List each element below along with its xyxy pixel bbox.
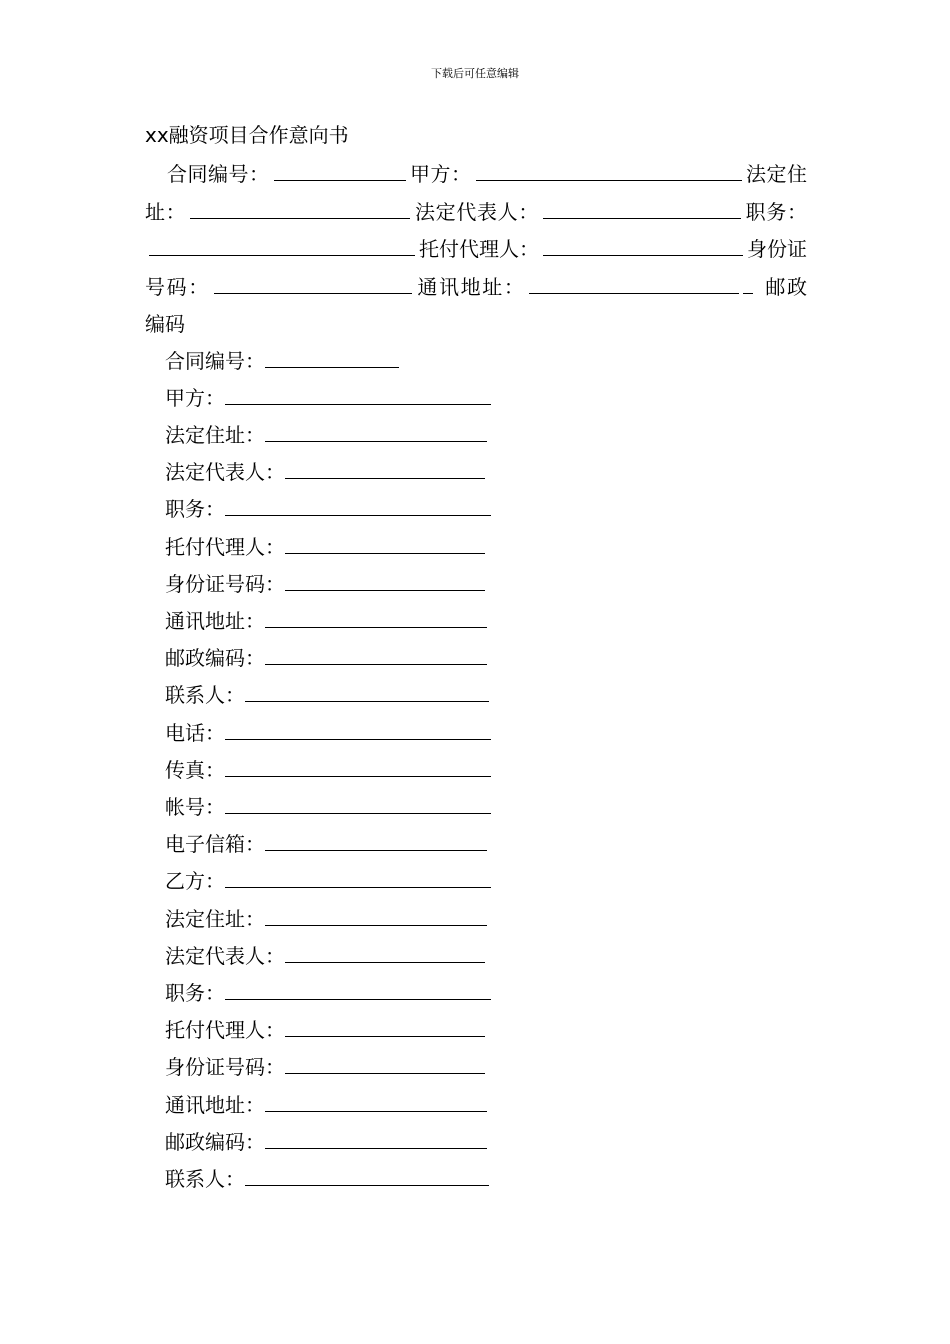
form-field-row: [165, 864, 491, 898]
form-field-label: 法定代表人：: [165, 460, 285, 484]
form-field-row: [165, 1050, 485, 1084]
form-field-blank[interactable]: [225, 403, 491, 405]
form-field-label: 传真：: [165, 758, 225, 782]
form-field-blank[interactable]: [265, 626, 487, 628]
position-label: 职务：: [745, 199, 808, 224]
form-field-blank[interactable]: [265, 440, 487, 442]
form-field-row: [165, 604, 487, 638]
form-field-row: [165, 716, 491, 750]
form-field-label: 联系人：: [165, 1167, 245, 1191]
form-field-blank[interactable]: [225, 514, 491, 516]
form-field-label: 身份证号码：: [165, 572, 285, 596]
legal-address-blank[interactable]: [190, 217, 410, 219]
form-field-blank[interactable]: [285, 961, 485, 963]
form-field-label: 职务：: [165, 981, 225, 1005]
form-field-label: 通讯地址：: [165, 1093, 265, 1117]
form-field-label: 甲方：: [165, 386, 225, 410]
form-field-row: [165, 939, 485, 973]
mailing-address-label: 通讯地址：: [415, 274, 526, 299]
form-field-row: [165, 827, 487, 861]
form-field-row: [165, 641, 487, 675]
form-field-label: 联系人：: [165, 683, 245, 707]
form-field-label: 身份证号码：: [165, 1055, 285, 1079]
form-field-label: 乙方：: [165, 869, 225, 893]
form-field-blank[interactable]: [225, 998, 491, 1000]
form-field-row: [165, 753, 491, 787]
form-field-blank[interactable]: [285, 1072, 485, 1074]
form-field-blank[interactable]: [265, 1147, 487, 1149]
form-field-label: 合同编号：: [165, 349, 265, 373]
agent-blank[interactable]: [543, 254, 743, 256]
form-field-label: 托付代理人：: [165, 535, 285, 559]
form-field-label: 邮政编码：: [165, 646, 265, 670]
form-field-label: 电子信箱：: [165, 832, 265, 856]
page-header: 下载后可任意编辑: [431, 67, 519, 80]
form-field-label: 职务：: [165, 497, 225, 521]
agent-label: 托付代理人：: [419, 237, 539, 261]
form-field-label: 邮政编码：: [165, 1130, 265, 1154]
form-field-row: [165, 678, 489, 712]
party-a-blank[interactable]: [476, 179, 742, 181]
form-field-row: [165, 530, 485, 564]
form-field-blank[interactable]: [245, 700, 489, 702]
form-field-blank[interactable]: [225, 775, 491, 777]
form-field-blank[interactable]: [245, 1184, 489, 1186]
position-blank[interactable]: [149, 254, 415, 256]
form-field-row: [165, 492, 491, 526]
form-field-blank[interactable]: [225, 738, 491, 740]
form-field-row: [165, 1162, 489, 1196]
id-number-label: 身份证号码：: [145, 237, 807, 299]
form-field-label: 法定住址：: [165, 423, 265, 447]
form-field-row: [165, 567, 485, 601]
form-field-label: 帐号：: [165, 795, 225, 819]
document-title: xx融资项目合作意向书: [145, 123, 349, 147]
form-field-blank[interactable]: [285, 552, 485, 554]
form-field-blank[interactable]: [265, 663, 487, 665]
form-field-row: [165, 976, 491, 1010]
contract-intro-paragraph: [145, 156, 807, 344]
postal-code-label: 邮政编码: [145, 274, 808, 336]
form-field-blank[interactable]: [285, 589, 485, 591]
legal-representative-blank[interactable]: [543, 217, 741, 219]
form-field-label: 电话：: [165, 721, 225, 745]
form-field-row: [165, 344, 399, 378]
form-field-label: 通讯地址：: [165, 609, 265, 633]
contract-number-blank[interactable]: [274, 179, 406, 181]
contract-number-label: 合同编号：: [167, 162, 270, 186]
form-field-blank[interactable]: [265, 1110, 487, 1112]
form-field-blank[interactable]: [285, 1035, 485, 1037]
form-field-label: 法定住址：: [165, 907, 265, 931]
form-field-label: 托付代理人：: [165, 1018, 285, 1042]
form-field-row: [165, 455, 485, 489]
id-number-blank[interactable]: [214, 292, 412, 294]
form-field-row: [165, 418, 487, 452]
form-field-row: [165, 902, 487, 936]
legal-representative-label: 法定代表人：: [414, 199, 540, 224]
form-field-blank[interactable]: [265, 924, 487, 926]
form-field-row: [165, 381, 491, 415]
form-field-row: [165, 790, 491, 824]
form-field-blank[interactable]: [265, 849, 487, 851]
form-field-row: [165, 1125, 487, 1159]
form-field-blank[interactable]: [285, 477, 485, 479]
form-field-blank[interactable]: [265, 366, 399, 368]
legal-address-label: 法定住址：: [145, 162, 807, 224]
mailing-address-blank-continued[interactable]: [743, 292, 753, 294]
party-a-label: 甲方：: [409, 162, 472, 186]
form-field-blank[interactable]: [225, 886, 491, 888]
mailing-address-blank[interactable]: [529, 292, 739, 294]
form-field-blank[interactable]: [225, 812, 491, 814]
form-field-label: 法定代表人：: [165, 944, 285, 968]
form-field-row: [165, 1013, 485, 1047]
form-field-row: [165, 1088, 487, 1122]
